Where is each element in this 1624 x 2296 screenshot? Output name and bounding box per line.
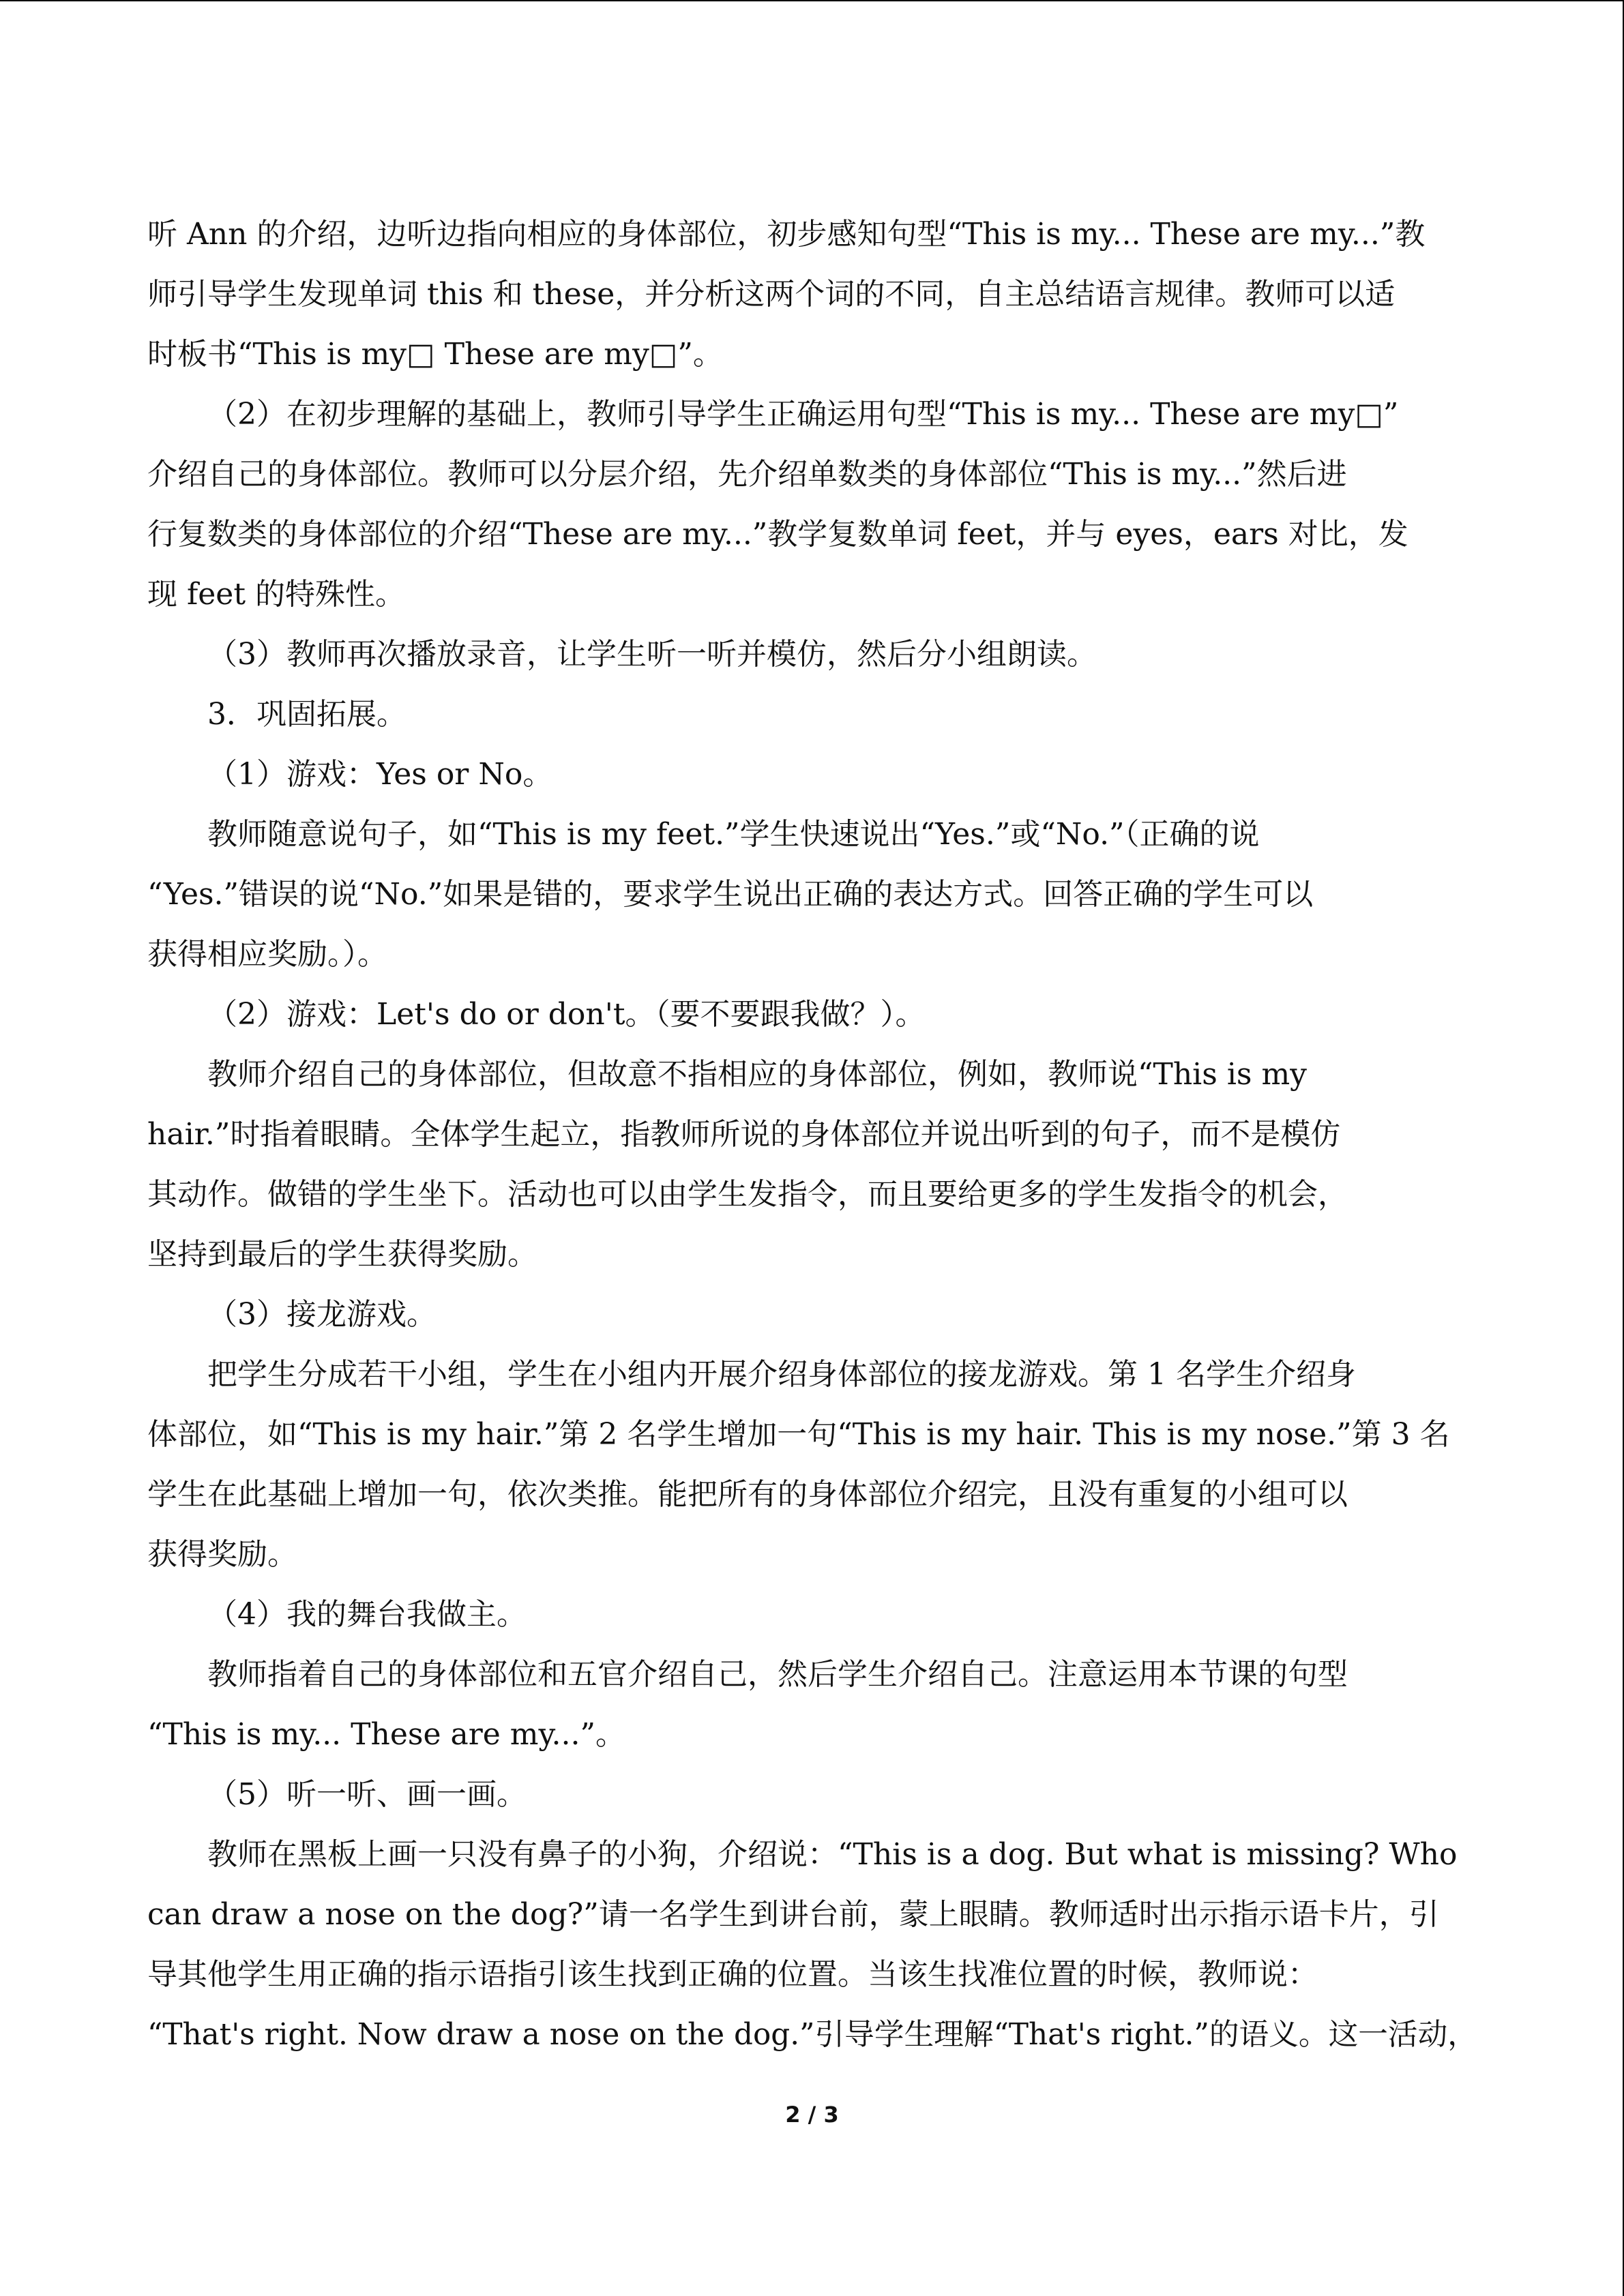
document-body: [147, 205, 1477, 2065]
text-line: （4）我的舞台我做主。: [207, 1597, 527, 1632]
text-line: （3）接龙游戏。: [207, 1297, 437, 1332]
text-line: “Yes.”错误的说“No.”如果是错的，要求学生说出正确的表达方式。回答正确的学生可以: [147, 877, 1314, 912]
text-line: 导其他学生用正确的指示语指引该生找到正确的位置。当该生找准位置的时候，教师说：: [147, 1957, 1318, 1992]
page-number: 2 / 3: [785, 2102, 839, 2128]
text-line: 教师介绍自己的身体部位，但故意不指相应的身体部位，例如，教师说“This is my: [207, 1057, 1308, 1092]
text-line: （5）听一听、画一画。: [207, 1777, 527, 1812]
text-line: can draw a nose on the dog?”请一名学生到讲台前，蒙上眼睛。教师适时出示指示语卡片，引: [147, 1897, 1439, 1932]
text-line: “This is my... These are my...”。: [147, 1717, 625, 1752]
text-line: （2）在初步理解的基础上，教师引导学生正确运用句型“This is my... These are my□”: [207, 397, 1399, 432]
text-line: “That's right. Now draw a nose on the dog.”引导学生理解“That's right.”的语义。这一活动，: [147, 2017, 1477, 2052]
text-line: 行复数类的身体部位的介绍“These are my...”教学复数单词 feet，并与 eyes，ears 对比，发: [147, 517, 1408, 552]
text-line: 现 feet 的特殊性。: [147, 577, 406, 612]
text-line: 听 Ann 的介绍，边听边指向相应的身体部位，初步感知句型“This is my... These are my...”教: [147, 217, 1426, 252]
text-line: 获得相应奖励。）。: [147, 937, 387, 972]
text-line: 获得奖励。: [147, 1537, 297, 1572]
text-line: 时板书“This is my□ These are my□”。: [147, 337, 723, 372]
text-line: 3．巩固拓展。: [207, 697, 407, 732]
text-line: 体部位，如“This is my hair.”第 2 名学生增加一句“This is my hair. This is my nose.”第 3 名: [147, 1417, 1450, 1452]
text-line: 师引导学生发现单词 this 和 these，并分析这两个词的不同，自主总结语言规律。教师可以适: [147, 277, 1396, 312]
text-line: （1）游戏：Yes or No。: [207, 757, 553, 792]
text-line: （3）教师再次播放录音，让学生听一听并模仿，然后分小组朗读。: [207, 637, 1097, 672]
text-line: 教师指着自己的身体部位和五官介绍自己，然后学生介绍自己。注意运用本节课的句型: [207, 1657, 1348, 1692]
text-line: 把学生分成若干小组，学生在小组内开展介绍身体部位的接龙游戏。第 1 名学生介绍身: [207, 1357, 1356, 1392]
text-line: hair.”时指着眼睛。全体学生起立，指教师所说的身体部位并说出听到的句子，而不是模仿: [147, 1117, 1341, 1152]
text-line: 学生在此基础上增加一句，依次类推。能把所有的身体部位介绍完，且没有重复的小组可以: [147, 1477, 1348, 1512]
text-line: 教师在黑板上画一只没有鼻子的小狗，介绍说：“This is a dog. But what is missing? Who: [207, 1837, 1458, 1872]
text-line: 坚持到最后的学生获得奖励。: [147, 1237, 537, 1272]
text-line: 介绍自己的身体部位。教师可以分层介绍，先介绍单数类的身体部位“This is my...”然后进: [147, 457, 1347, 492]
text-line: （2）游戏：Let's do or don't。（要不要跟我做？）。: [207, 997, 926, 1032]
text-line: 其动作。做错的学生坐下。活动也可以由学生发指令，而且要给更多的学生发指令的机会，: [147, 1177, 1348, 1212]
text-line: 教师随意说句子，如“This is my feet.”学生快速说出“Yes.”或“No.”（正确的说: [207, 817, 1260, 852]
